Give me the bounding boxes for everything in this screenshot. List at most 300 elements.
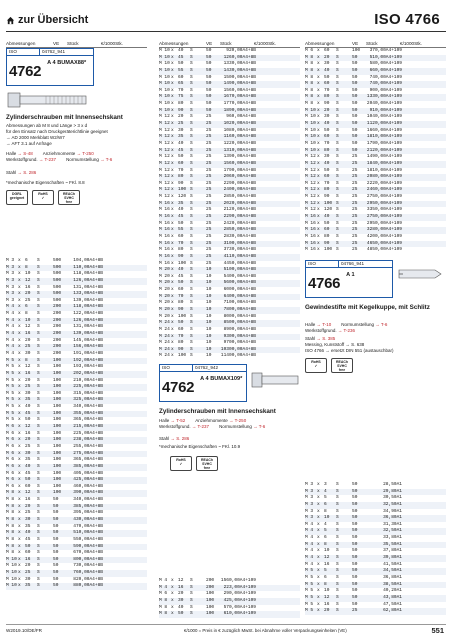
table-row[interactable] xyxy=(6,451,147,458)
ref-link[interactable]: Halle → T-10 xyxy=(305,322,332,327)
table-row[interactable] xyxy=(6,517,147,524)
table-row[interactable] xyxy=(159,168,300,175)
table-cell: 40 xyxy=(324,214,330,220)
table-row[interactable] xyxy=(159,48,300,55)
table-row[interactable] xyxy=(305,548,446,555)
table-cell: S xyxy=(37,304,40,310)
table-cell: S xyxy=(37,357,40,363)
table-cell: S xyxy=(336,127,339,133)
table-cell: 760,00A4+8B xyxy=(73,570,103,576)
ref-link[interactable]: Anziehmomente → T-250 xyxy=(42,151,94,156)
table-cell: S xyxy=(37,576,40,582)
stahl-ref[interactable]: Stahl → S. 286 xyxy=(6,170,37,175)
table-cell: 40 xyxy=(25,463,31,469)
table-row[interactable] xyxy=(305,482,446,489)
table-cell: 390,00A4+8B xyxy=(73,490,103,496)
table-row[interactable] xyxy=(305,148,446,155)
table-row[interactable] xyxy=(305,568,446,575)
table-row[interactable] xyxy=(305,582,446,589)
table-cell: M 12 xyxy=(159,194,170,200)
table-cell: S xyxy=(336,240,339,246)
table-row[interactable] xyxy=(6,285,147,292)
table-cell: x xyxy=(171,167,174,173)
table-cell: S xyxy=(37,337,40,343)
table-cell: 50 xyxy=(206,81,212,87)
table-cell: S xyxy=(37,483,40,489)
table-row[interactable] xyxy=(159,121,300,128)
table-cell: x xyxy=(18,437,21,443)
stahl-ref[interactable]: Stahl → S. 286 xyxy=(159,436,190,441)
table-cell: x xyxy=(18,390,21,396)
table-row[interactable] xyxy=(305,114,446,121)
ref-link[interactable]: Werkstoffgrund. → T-237 xyxy=(6,157,57,162)
table-row[interactable] xyxy=(305,214,446,221)
table-row[interactable] xyxy=(159,134,300,141)
table-row[interactable] xyxy=(159,347,300,354)
table-cell: x xyxy=(171,333,174,339)
table-cell: 122,00A4+8B xyxy=(73,311,103,317)
table-row[interactable] xyxy=(305,221,446,228)
table-row[interactable] xyxy=(6,397,147,404)
table-cell: x xyxy=(171,140,174,146)
table-cell: 50 xyxy=(352,508,358,514)
table-cell: 25 xyxy=(206,167,212,173)
table-row[interactable] xyxy=(159,108,300,115)
table-row[interactable] xyxy=(6,424,147,431)
rohs-badge: RoHS ✓ xyxy=(305,358,327,373)
table-row[interactable] xyxy=(305,595,446,602)
table-row[interactable] xyxy=(159,68,300,75)
table-cell: M 8 xyxy=(305,101,314,107)
table-cell: x xyxy=(18,410,21,416)
table-row[interactable] xyxy=(159,605,300,612)
table-row[interactable] xyxy=(159,307,300,314)
table-cell: 50 xyxy=(352,127,358,133)
table-row[interactable] xyxy=(305,194,446,201)
table-cell: 28,50A1 xyxy=(383,482,402,487)
table-row[interactable] xyxy=(6,364,147,371)
table-cell: S xyxy=(37,430,40,436)
table-cell: S xyxy=(190,227,193,233)
product-box-4762-a4[interactable] xyxy=(6,48,94,86)
table-row[interactable] xyxy=(6,298,147,305)
table-cell: 12 xyxy=(324,594,330,600)
table-cell: x xyxy=(317,94,320,100)
table-row[interactable] xyxy=(305,88,446,95)
ref-link[interactable]: Normumstellung → T-6 xyxy=(219,424,266,429)
table-row[interactable] xyxy=(159,154,300,161)
table-cell: 60 xyxy=(178,233,184,239)
table-cell: x xyxy=(317,220,320,226)
table-row[interactable] xyxy=(305,48,446,55)
table-row[interactable] xyxy=(305,495,446,502)
table-row[interactable] xyxy=(305,61,446,68)
table-cell: 6 xyxy=(324,574,327,580)
table-row[interactable] xyxy=(159,611,300,618)
table-cell: M 8 xyxy=(159,604,168,610)
table-row[interactable] xyxy=(159,247,300,254)
table-cell: 33,80A1 xyxy=(383,535,402,541)
table-row[interactable] xyxy=(305,55,446,62)
table-cell: 4650,00A4+109 xyxy=(366,240,402,246)
table-cell: 2220,00A4+109 xyxy=(366,180,402,186)
table-cell: 5400,00A4+8B xyxy=(223,273,256,279)
table-cell: 1560,00A4+8B xyxy=(223,87,256,93)
table-row[interactable] xyxy=(6,550,147,557)
table-cell: S xyxy=(37,457,40,463)
table-row[interactable] xyxy=(159,261,300,268)
table-cell: 1160,00A4+8B xyxy=(223,134,256,140)
cap-screw-drawing-icon xyxy=(250,370,300,390)
table-row[interactable] xyxy=(159,81,300,88)
table-cell: 100 xyxy=(53,390,62,396)
table-cell: 1500,00A4+8B xyxy=(223,74,256,80)
table-cell: 30 xyxy=(25,450,31,456)
product-code: 04762_941 xyxy=(42,49,65,54)
product-box-4766-a1[interactable] xyxy=(305,260,393,298)
table-row[interactable] xyxy=(6,497,147,504)
table-cell: 50 xyxy=(206,61,212,67)
table-cell: 880,00A4+8B xyxy=(73,583,103,589)
table-cell: M 16 xyxy=(159,240,170,246)
table-row[interactable] xyxy=(305,141,446,148)
table-row[interactable] xyxy=(6,544,147,551)
table-row[interactable] xyxy=(6,417,147,424)
ref-link[interactable]: Normumstellung → T-6 xyxy=(341,322,388,327)
table-cell: S xyxy=(336,140,339,146)
table-cell: S xyxy=(37,277,40,283)
table-row[interactable] xyxy=(6,318,147,325)
table-cell: M 20 xyxy=(159,280,170,286)
size-table-2 xyxy=(159,48,300,360)
table-row[interactable] xyxy=(6,530,147,537)
table-cell: 500 xyxy=(53,297,62,303)
table-cell: M 6 xyxy=(6,477,15,483)
table-cell: 32,50A1 xyxy=(383,501,402,507)
ref-link[interactable]: Werkstoffgrund. → T-236 xyxy=(305,328,356,333)
table-cell: 10 xyxy=(206,287,212,293)
table-row[interactable] xyxy=(305,181,446,188)
table-row[interactable] xyxy=(305,168,446,175)
table-row[interactable] xyxy=(305,247,446,254)
table-row[interactable] xyxy=(159,598,300,605)
table-cell: S xyxy=(190,346,193,352)
table-cell: x xyxy=(171,604,174,610)
table-row[interactable] xyxy=(6,484,147,491)
table-row[interactable] xyxy=(159,280,300,287)
table-row[interactable] xyxy=(305,201,446,208)
table-cell: 1790,00A4+109 xyxy=(366,140,402,146)
table-cell: 10300,00A4+8B xyxy=(220,346,256,352)
table-cell: 20 xyxy=(178,114,184,120)
table-row[interactable] xyxy=(159,161,300,168)
table-row[interactable] xyxy=(159,300,300,307)
table-row[interactable] xyxy=(159,101,300,108)
table-row[interactable] xyxy=(159,221,300,228)
table-cell: M 4 xyxy=(6,331,15,337)
table-cell: 25 xyxy=(25,443,31,449)
material-label: A 1 xyxy=(346,272,355,278)
table-row[interactable] xyxy=(6,304,147,311)
table-row[interactable] xyxy=(159,234,300,241)
table-cell: 200 xyxy=(53,350,62,356)
table-row[interactable] xyxy=(305,207,446,214)
table-row[interactable] xyxy=(159,187,300,194)
table-row[interactable] xyxy=(305,121,446,128)
table-row[interactable] xyxy=(159,214,300,221)
table-row[interactable] xyxy=(6,510,147,517)
ref-link[interactable]: Werkstoffgrund. → T-237 xyxy=(159,424,210,429)
table-row[interactable] xyxy=(159,287,300,294)
table-row[interactable] xyxy=(6,391,147,398)
table-cell: 110,00A4+8B xyxy=(73,264,103,270)
table-cell: 60 xyxy=(324,134,330,140)
table-cell: 192,00A4+8B xyxy=(73,357,103,363)
table-row[interactable] xyxy=(6,411,147,418)
table-row[interactable] xyxy=(6,431,147,438)
table-row[interactable] xyxy=(6,344,147,351)
table-cell: S xyxy=(336,482,339,487)
table-row[interactable] xyxy=(6,583,147,590)
table-row[interactable] xyxy=(305,542,446,549)
table-row[interactable] xyxy=(305,241,446,248)
ref-link[interactable]: Anziehmomente → T-250 xyxy=(195,418,247,423)
table-row[interactable] xyxy=(305,528,446,535)
table-row[interactable] xyxy=(305,101,446,108)
table-cell: x xyxy=(171,584,174,590)
table-cell: M 12 xyxy=(305,194,316,200)
table-cell: 20 xyxy=(25,291,31,297)
table-row[interactable] xyxy=(6,278,147,285)
table-cell: 2080,00A4+109 xyxy=(366,174,402,180)
table-row[interactable] xyxy=(305,502,446,509)
table-cell: M 10 xyxy=(305,114,316,120)
table-row[interactable] xyxy=(159,578,300,585)
table-row[interactable] xyxy=(159,61,300,68)
table-row[interactable] xyxy=(159,94,300,101)
table-cell: 50 xyxy=(206,74,212,80)
table-row[interactable] xyxy=(159,585,300,592)
table-row[interactable] xyxy=(159,75,300,82)
table-row[interactable] xyxy=(6,331,147,338)
table-row[interactable] xyxy=(159,194,300,201)
table-row[interactable] xyxy=(305,535,446,542)
table-row[interactable] xyxy=(6,311,147,318)
table-row[interactable] xyxy=(6,404,147,411)
table-row[interactable] xyxy=(305,489,446,496)
table-cell: M 10 xyxy=(159,74,170,80)
table-row[interactable] xyxy=(6,457,147,464)
table-cell: 80 xyxy=(324,94,330,100)
table-row[interactable] xyxy=(305,602,446,609)
table-cell: 5 xyxy=(324,495,327,501)
footer-divider xyxy=(6,624,446,625)
table-cell: M 8 xyxy=(159,611,168,617)
table-cell: 25 xyxy=(206,260,212,266)
table-cell: x xyxy=(18,536,21,542)
table-cell: x xyxy=(18,470,21,476)
table-row[interactable] xyxy=(159,591,300,598)
table-cell: S xyxy=(336,574,339,580)
table-row[interactable] xyxy=(6,537,147,544)
table-row[interactable] xyxy=(305,187,446,194)
product-box-4762-a4-109[interactable] xyxy=(159,364,247,402)
table-row[interactable] xyxy=(305,562,446,569)
table-row[interactable] xyxy=(159,227,300,234)
product-box-body xyxy=(160,372,246,398)
table-row[interactable] xyxy=(6,464,147,471)
table-row[interactable] xyxy=(305,108,446,115)
table-row[interactable] xyxy=(159,128,300,135)
ref-link[interactable]: Halle → T-52 xyxy=(159,418,186,423)
ref-link[interactable]: Normumstellung → T-6 xyxy=(66,157,113,162)
table-cell: x xyxy=(317,200,320,206)
table-cell: 50 xyxy=(53,516,59,522)
table-row[interactable] xyxy=(6,471,147,478)
table-row[interactable] xyxy=(6,504,147,511)
table-cell: x xyxy=(317,508,320,514)
table-row[interactable] xyxy=(6,437,147,444)
table-row[interactable] xyxy=(305,227,446,234)
table-cell: S xyxy=(336,501,339,507)
table-row[interactable] xyxy=(159,314,300,321)
product-box-header xyxy=(160,365,246,372)
table-row[interactable] xyxy=(6,563,147,570)
table-row[interactable] xyxy=(159,327,300,334)
table-row[interactable] xyxy=(305,588,446,595)
table-row[interactable] xyxy=(6,477,147,484)
table-cell: S xyxy=(37,317,40,323)
table-row[interactable] xyxy=(159,340,300,347)
table-row[interactable] xyxy=(305,81,446,88)
table-cell: S xyxy=(336,508,339,514)
table-cell: 100 xyxy=(53,437,62,443)
table-cell: S xyxy=(190,200,193,206)
table-cell: 910,00A4+109 xyxy=(369,107,402,113)
table-cell: M 16 xyxy=(305,227,316,233)
table-row[interactable] xyxy=(6,378,147,385)
table-cell: 80 xyxy=(178,174,184,180)
table-row[interactable] xyxy=(159,267,300,274)
table-cell: M 5 xyxy=(6,410,15,416)
table-row[interactable] xyxy=(305,174,446,181)
table-row[interactable] xyxy=(159,254,300,261)
table-row[interactable] xyxy=(6,384,147,391)
table-cell: 1020,00A4+8B xyxy=(223,121,256,127)
table-row[interactable] xyxy=(6,371,147,378)
table-row[interactable] xyxy=(6,490,147,497)
table-row[interactable] xyxy=(159,274,300,281)
table-cell: x xyxy=(171,101,174,107)
table-row[interactable] xyxy=(6,577,147,584)
ref-link[interactable]: Halle → S-48 xyxy=(6,151,33,156)
table-row[interactable] xyxy=(6,358,147,365)
table-cell: M 16 xyxy=(305,247,316,253)
table-cell: S xyxy=(37,331,40,337)
table-cell: 100 xyxy=(178,313,187,319)
material-label: A 4 BUMAX88* xyxy=(47,60,87,66)
table-row[interactable] xyxy=(305,522,446,529)
table-cell: x xyxy=(18,404,21,410)
table-cell: S xyxy=(37,370,40,376)
table-row[interactable] xyxy=(305,94,446,101)
table-row[interactable] xyxy=(305,509,446,516)
table-row[interactable] xyxy=(159,174,300,181)
table-cell: 50 xyxy=(352,81,358,87)
table-cell: 100 xyxy=(53,443,62,449)
table-row[interactable] xyxy=(305,608,446,615)
table-cell: 25 xyxy=(206,253,212,259)
table-row[interactable] xyxy=(6,444,147,451)
table-cell: M 8 xyxy=(6,510,15,516)
table-row[interactable] xyxy=(6,265,147,272)
table-row[interactable] xyxy=(159,141,300,148)
table-cell: M 16 xyxy=(159,200,170,206)
table-row[interactable] xyxy=(305,134,446,141)
table-cell: 131,00A4+8B xyxy=(73,324,103,330)
table-row[interactable] xyxy=(305,575,446,582)
table-row[interactable] xyxy=(6,324,147,331)
table-row[interactable] xyxy=(6,271,147,278)
table-row[interactable] xyxy=(159,55,300,62)
table-cell: 100 xyxy=(53,490,62,496)
table-cell: S xyxy=(190,333,193,339)
overview-link[interactable] xyxy=(6,14,88,26)
table-row[interactable] xyxy=(305,75,446,82)
table-row[interactable] xyxy=(159,114,300,121)
stahl-ref[interactable]: Stahl → S. 385 xyxy=(305,336,336,341)
table-cell: S xyxy=(336,541,339,547)
table-row[interactable] xyxy=(159,148,300,155)
table-cell: 25 xyxy=(352,187,358,193)
table-row[interactable] xyxy=(305,161,446,168)
table-cell: S xyxy=(37,516,40,522)
table-row[interactable] xyxy=(6,291,147,298)
table-cell: 50 xyxy=(352,501,358,507)
table-row[interactable] xyxy=(6,570,147,577)
table-cell: M 24 xyxy=(159,333,170,339)
table-row[interactable] xyxy=(305,555,446,562)
table-cell: 8 xyxy=(25,357,28,363)
table-row[interactable] xyxy=(6,338,147,345)
table-row[interactable] xyxy=(159,181,300,188)
table-row[interactable] xyxy=(159,353,300,360)
table-cell: S xyxy=(37,497,40,503)
table-row[interactable] xyxy=(305,234,446,241)
table-row[interactable] xyxy=(305,154,446,161)
table-cell: 50 xyxy=(53,503,59,509)
table-row[interactable] xyxy=(159,201,300,208)
table-cell: x xyxy=(171,233,174,239)
table-row[interactable] xyxy=(6,524,147,531)
table-row[interactable] xyxy=(159,88,300,95)
table-row[interactable] xyxy=(159,241,300,248)
table-row[interactable] xyxy=(159,320,300,327)
table-row[interactable] xyxy=(6,557,147,564)
table-cell: 60 xyxy=(178,326,184,332)
table-row[interactable] xyxy=(305,68,446,75)
table-row[interactable] xyxy=(305,515,446,522)
table-row[interactable] xyxy=(159,207,300,214)
table-row[interactable] xyxy=(6,258,147,265)
table-row[interactable] xyxy=(159,334,300,341)
reach-badge: REACh SVHC free xyxy=(196,456,218,471)
table-cell: 50 xyxy=(206,107,212,113)
table-row[interactable] xyxy=(6,351,147,358)
table-row[interactable] xyxy=(159,294,300,301)
table-cell: 325,00A4+8B xyxy=(73,397,103,403)
table-row[interactable] xyxy=(305,128,446,135)
